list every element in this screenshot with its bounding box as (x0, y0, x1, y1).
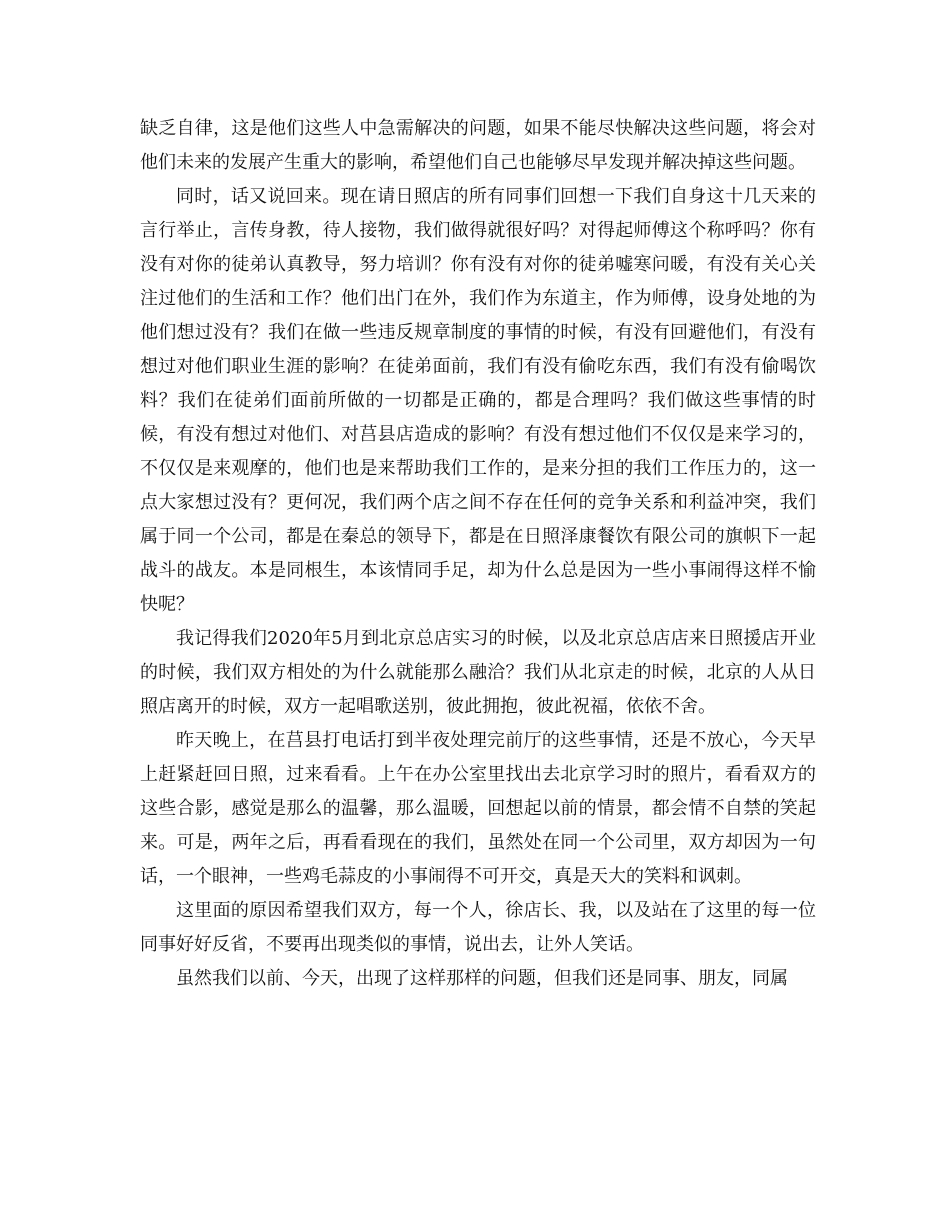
paragraph-3: 我记得我们2020年5月到北京总店实习的时候，以及北京总店店来日照援店开业的时候，我们双方相处的为什么就能那么融洽？我们从北京走的时候，北京的人从日照店离开的时候，双方一起唱歌送别，彼此拥抱，彼此祝福，依依不舍。 (140, 628, 816, 717)
document-body (140, 112, 816, 996)
paragraph-2: 同时，话又说回来。现在请日照店的所有同事们回想一下我们自身这十几天来的言行举止，言传身教，待人接物，我们做得就很好吗？对得起师傅这个称呼吗？你有没有对你的徒弟认真教导，努力培训？你有没有对你的徒弟嘘寒问暖，有没有关心关注过他们的生活和工作？他们出门在外，我们作为东道主，作为师傅，设身处地的为他们想过没有？我们在做一些违反规章制度的事情的时候，有没有回避他们，有没有想过对他们职业生涯的影响？在徒弟面前，我们有没有偷吃东西，我们有没有偷喝饮料？我们在徒弟们面前所做的一切都是正确的，都是合理吗？我们做这些事情的时候，有没有想过对他们、对莒县店造成的影响？有没有想过他们不仅仅是来学习的，不仅仅是来观摩的，他们也是来帮助我们工作的，是来分担的我们工作压力的，这一点大家想过没有？更何况，我们两个店之间不存在任何的竞争关系和利益冲突，我们属于同一个公司，都是在秦总的领导下，都是在日照泽康餐饮有限公司的旗帜下一起战斗的战友。本是同根生，本该情同手足，却为什么总是因为一些小事闹得这样不愉快呢？ (140, 186, 816, 615)
paragraph-6: 虽然我们以前、今天，出现了这样那样的问题，但我们还是同事、朋友，同属 (176, 968, 788, 989)
paragraph-4: 昨天晚上，在莒县打电话打到半夜处理完前厅的这些事情，还是不放心，今天早上赶紧赶回日照，过来看看。上午在办公室里找出去北京学习时的照片，看看双方的这些合影，感觉是那么的温馨，那么温暖，回想起以前的情景，都会情不自禁的笑起来。可是，两年之后，再看看现在的我们，虽然处在同一个公司里，双方却因为一句话，一个眼神，一些鸡毛蒜皮的小事闹得不可开交，真是天大的笑料和讽刺。 (140, 730, 816, 887)
paragraph-5: 这里面的原因希望我们双方，每一个人，徐店长、我，以及站在了这里的每一位同事好好反省，不要再出现类似的事情，说出去，让外人笑话。 (140, 900, 816, 955)
paragraph-1: 缺乏自律，这是他们这些人中急需解决的问题，如果不能尽快解决这些问题，将会对他们未来的发展产生重大的影响，希望他们自己也能够尽早发现并解决掉这些问题。 (140, 118, 816, 173)
